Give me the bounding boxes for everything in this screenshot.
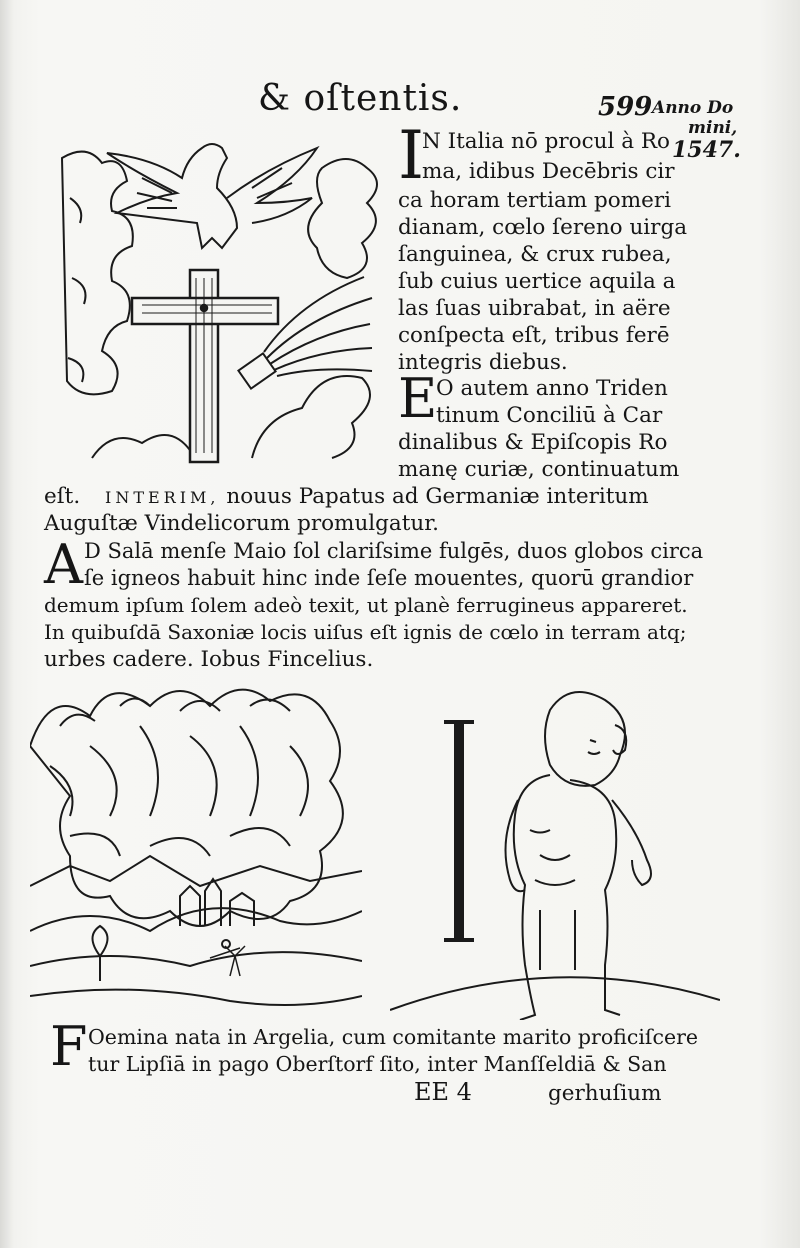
wooden-cross bbox=[132, 270, 278, 462]
figure bbox=[210, 946, 245, 976]
text-line: Oemina nata in Argelia, cum comitante marito proficiſcere bbox=[88, 1025, 699, 1049]
cloud-left bbox=[62, 152, 133, 395]
text-line: Auguſtæ Vindelicorum promulgatur. bbox=[44, 511, 439, 536]
dropcap-f: F bbox=[50, 1015, 88, 1078]
signature-mark: EE 4 bbox=[414, 1078, 472, 1106]
text-line: dianam, cœlo ſereno uirga bbox=[398, 215, 688, 240]
dropcap-e: E bbox=[398, 367, 438, 430]
cloud-right bbox=[308, 159, 377, 278]
text-line: urbes cadere. Iobus Fincelius. bbox=[44, 647, 374, 672]
text-fragment: eſt. bbox=[44, 484, 81, 509]
text-line: N Italia nō procul à Ro bbox=[422, 129, 670, 154]
text-line: dinalibus & Epiſcopis Ro bbox=[398, 430, 668, 455]
margin-year: 1547. bbox=[672, 137, 741, 163]
text-line: manę curiæ, continuatum bbox=[398, 457, 680, 482]
margin-note-line-2: mini, bbox=[688, 118, 738, 138]
small-caps-interim: INTERIM, bbox=[105, 488, 220, 507]
mountains bbox=[30, 856, 362, 886]
woodcut-child-figure bbox=[390, 680, 720, 1020]
text-line: ma, idibus Decēbris cir bbox=[422, 159, 675, 184]
eagle bbox=[107, 144, 237, 248]
running-title: & oſtentis. bbox=[258, 78, 463, 119]
text-line: ca horam tertiam pomeri bbox=[398, 188, 671, 213]
text-line: ſe igneos habuit hinc inde ſeſe mouentes, quorū grandior bbox=[84, 566, 694, 590]
cloud-bottom bbox=[92, 376, 370, 458]
child-arm-right bbox=[612, 800, 651, 885]
town bbox=[180, 879, 254, 926]
text-line: D Salā menſe Maio ſol clariſsime fulgēs, duos globos circa bbox=[84, 539, 704, 563]
text-line: demum ipſum ſolem adeò texit, ut planè ferrugineus appareret. bbox=[44, 593, 688, 617]
text-line: In quibuſdā Saxoniæ locis uiſus eſt ignis de cœlo in terram atq; bbox=[44, 620, 687, 644]
ground bbox=[30, 952, 362, 1005]
text-line: O autem anno Triden bbox=[436, 376, 668, 401]
dropcap-i: I bbox=[398, 117, 425, 194]
margin-note-line-1: Anno Do bbox=[652, 98, 734, 118]
text-line: ſanguinea, & crux rubea, bbox=[398, 242, 672, 267]
catchword: gerhuſium bbox=[548, 1081, 662, 1106]
text-line: tinum Conciliū à Car bbox=[436, 403, 663, 428]
text-line: ſub cuius uertice aquila a bbox=[398, 269, 676, 294]
text-line: integris diebus. bbox=[398, 350, 568, 375]
woodcut-fire-from-sky bbox=[30, 686, 362, 1018]
ground-arc bbox=[390, 977, 720, 1010]
text-line: tur Lipſiā in pago Oberſtorf ſito, inter Manſſeldiā & San bbox=[88, 1052, 667, 1076]
birch-rod bbox=[238, 277, 372, 389]
tree bbox=[93, 926, 108, 981]
text-line: las ſuas uibrabat, in aëre bbox=[398, 296, 671, 321]
text-fragment: nouus Papatus ad Germaniæ interitum bbox=[226, 484, 649, 509]
child-head bbox=[545, 692, 625, 786]
woodcut-eagle-cross-broom bbox=[52, 138, 392, 478]
text-line bbox=[44, 483, 649, 511]
dropcap-a: A bbox=[44, 533, 83, 596]
child-body bbox=[514, 775, 620, 1020]
text-line: conſpecta eſt, tribus ferē bbox=[398, 323, 670, 348]
folio-number: 599 bbox=[598, 92, 653, 122]
hills bbox=[30, 908, 362, 931]
